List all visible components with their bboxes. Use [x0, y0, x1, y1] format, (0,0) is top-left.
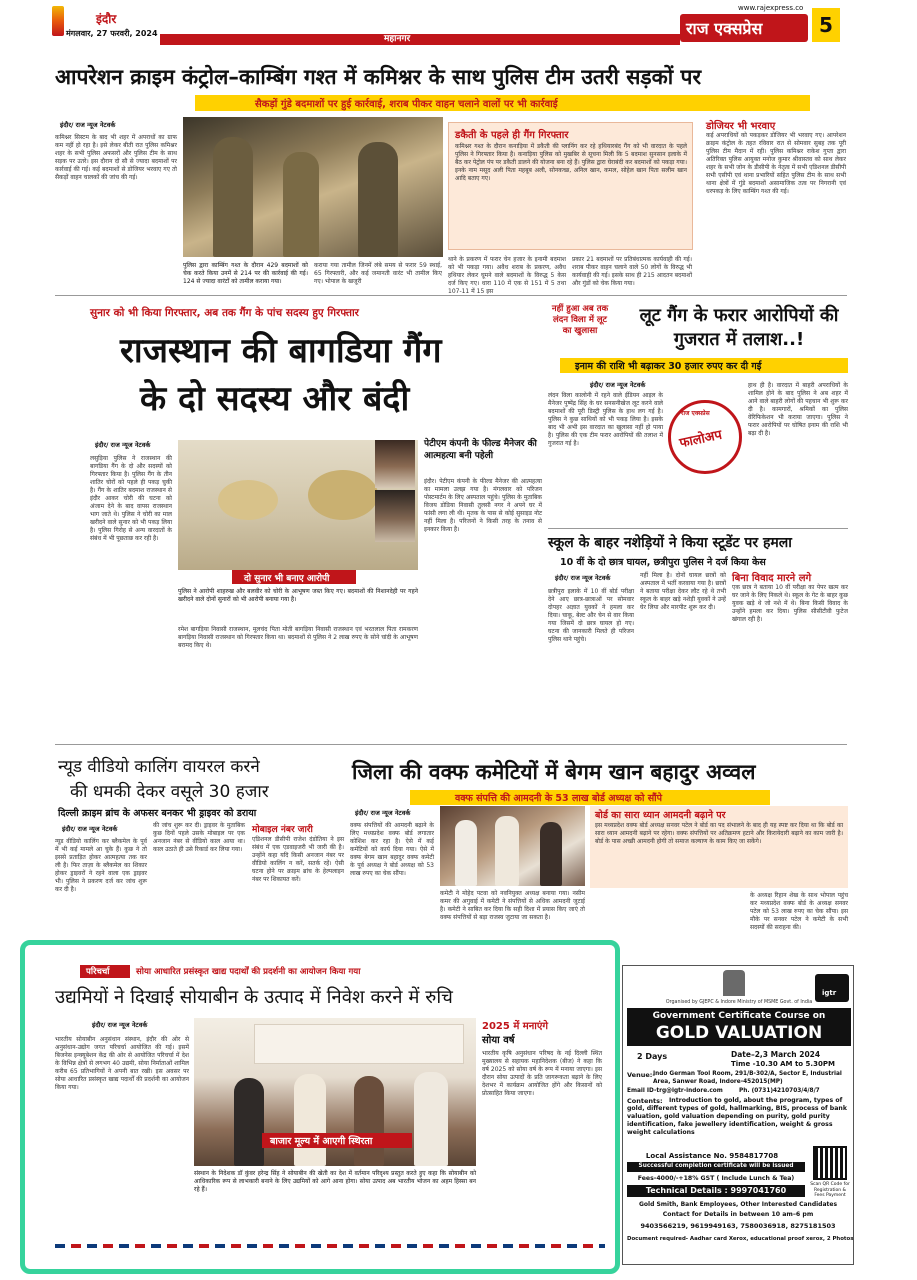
story6-headline: जिला की वक्फ कमेटियों में बेगम खान बहादुर अव्वल: [352, 760, 756, 784]
person-figure: [354, 1076, 384, 1166]
story3-byline: इंदौर/ राज न्यूज नेटवर्क: [590, 381, 646, 389]
masthead-logo-mark: [52, 6, 64, 36]
story4-body: छत्रीपुरा इलाके में 10 वीं बोर्ड परीक्षा देने आए छात्र-छात्राओं पर सोमवार दोपहर अज्ञात युवकों ने हमला कर दिया। चाकू, बेल्ट और चेन से वार किया गया जिसमें दो छात्र घायल हो गए। घटना की जानकारी मिलते ही परिजन पुलिस थाने पहुंचे।: [548, 588, 634, 643]
story6-box-body: इस मध्यप्रदेश वक्फ बोर्ड अध्यक्ष सनवर पटेल ने बोर्ड का पद संभालने के बाद ही यह स्पष्ट कर दिया था कि बोर्ड का सारा ध्यान आमदनी बढ़ाने पर रहेगा। वक्फ संपत्तियों पर अतिक्रमण हटाने और किरायेदारी बढ़ाने का काम जारी है। बोर्ड के पास अच्छी आमदनी होगी तो समाज कल्याण के काम किए जा सकेंगे।: [595, 822, 843, 845]
story1-photo-caption: पुलिस द्वारा काम्बिंग गश्त के दौरान 429 बदमाशों को चेक करते किया उनमें से 214 पर की कार्रवाई की गई। 124 से ज्यादा वारंटों को तामील कराया गया।: [183, 262, 308, 285]
header-date: मंगलवार, 27 फरवरी, 2024: [66, 29, 158, 38]
page-footer-dots: [55, 1244, 605, 1248]
story1-box: [448, 122, 693, 250]
gold-valuation-ad[interactable]: [622, 965, 854, 1265]
divider: [55, 744, 847, 745]
person-figure: [540, 822, 562, 886]
story6-body2: कमेटी ने मोहेद पटवा को नवनियुक्त अध्यक्ष बनाया गया। नसीम कमर की अगुवाई में कमेटी ने संपत्तियों से अधिक आमदनी जुटाई है। कमेटी ने साबित कर दिया कि सही दिशा में प्रयास किए जाएं तो वक्फ संपत्तियों से बड़ा राजस्व जुटाया जा सकता है।: [440, 890, 585, 921]
ad-title-box: [627, 1008, 851, 1046]
story1-headline: आपरेशन क्राइम कंट्रोल–काम्बिंग गश्त में कमिश्नर के साथ पुलिस टीम उतरी सड़कों पर: [55, 65, 702, 89]
story1-col4-body: प्रकार 21 बदमाशों पर प्रतिबंधात्मक कार्यवाही की गई। शराब पीकर वाहन चलाने वाले 50 लोगों के विरुद्ध भी कार्यवाही की गई। इसके साथ ही 215 आदतन बदमाशों और गुंडों को चेक किया गया।: [572, 256, 692, 287]
story1-sidebar-body: कई अपराधियों को पकड़कर डोजियर भी भरवाए गए। आपरेशन क्राइम कंट्रोल के तहत रविवार रात से सोमवार सुबह तक पूरी पुलिस टीम मैदान में रही। पुलिस कमिश्नर राकेश गुप्ता द्वारा अतिरिक्त पुलिस आयुक्त मनोज कुमार श्रीवास्तव को साथ लेकर शहर के सभी जोन के डीसीपी के नेतृत्व में सभी एडिशनल डीसीपी सभी एसीपी एवं थाना प्रभारियों सहित पुलिस टीम के साथ सभी थाना क्षेत्रों में गुंडे बदमाशों असामाजिक तत्व पर निगरानी एवं धरपकड़ के लिए काम्बिंग गश्त की गई।: [706, 132, 846, 195]
followup-stamp-ring: राज एक्सप्रेस: [681, 410, 710, 417]
ad-fees: Fees-4000/-+18% GST ( Include Lunch & Tea): [637, 1175, 795, 1182]
story1-body: कमिश्नर सिस्टम के बाद भी शहर में अपराधों का ग्राफ कम नहीं हो रहा है। इसे लेकर बीती रात पुलिस कमिश्नर शहर के सभी पुलिस अफसरों और पुलिस टीम के साथ सड़क पर उतरे। इस दौरान दो सौ से ज्यादा बदमाशों पर कार्रवाई की गई। कई बदमाशों से डोजियर भरवाए गए तो सैकड़ों वाहन चालकों की जांच की गई।: [55, 134, 177, 181]
story2-lower-body: रमेश बागड़िया निवासी राजस्थान, मूलचंद पिता मोती बागड़िया निवासी राजस्थान एवं भरतलाल पिता रामकरण बागड़िया निवासी राजस्थान को गिरफ्तार किया था। बदमाशों से पुलिस ने 2 लाख रुपए के सोने चांदी के आभूषण बरामद किए थे।: [178, 626, 418, 649]
story1-sidebar-title: डोजियर भी भरवाए: [706, 121, 776, 132]
story2-headline-line1: राजस्थान की बागडिया गैंग: [120, 331, 442, 371]
story2-inset: [424, 438, 542, 668]
story7-kicker: सोया आधारित प्रसंस्कृत खाद्य पदार्थों की प्रदर्शनी का आयोजन किया गया: [136, 967, 361, 977]
story5-subhead: दिल्ली क्राइम ब्रांच के अफसर बनकर भी ड्राइवर को डराया: [58, 808, 257, 819]
story4-sidebar-title: बिना विवाद मारने लगे: [732, 573, 812, 584]
person-figure: [455, 820, 477, 886]
story3-stamp-caption: नहीं हुआ अब तक लंदन विला में लूट का खुलासा: [551, 304, 609, 336]
story2-body: लसुड़िया पुलिस ने राजस्थान की बागडिया गैंग के दो और सदस्यों को गिरफ्तार किया है। पुलिस गैंग के तीन शातिर चोरों को पहले ही पकड़ चुकी है। गैंग के शातिर बदमाश राजस्थान से इंदौर आकर चोरी की घटना को अंजाम देने के बाद वापस राजस्थान भाग जाते थे। पुलिस ने चोरी का माल खरीदने वाले सुनार को भी पकड़ लिया है। पुलिस गिरोह से अन्य वारदातों के संबंध में भी पूछताछ कर रही है।: [90, 455, 172, 542]
story4-subhead: 10 वीं के दो छात्र घायल, छत्रीपुरा पुलिस ने दर्ज किया केस: [560, 557, 766, 568]
brand-logo-text: igtr: [822, 989, 837, 997]
story1-photo: [183, 117, 443, 257]
story4-headline: स्कूल के बाहर नशेड़ियों ने किया स्टूडेंट पर हमला: [548, 535, 792, 551]
story3-body: लंदन विला कालोनी में रहने वाले ईडियन आइल के मैनेजर पुष्पेंद्र सिंह के घर सनसनीखेज लूट करने वाले बदमाशों की पूरी डिस्ट्री पुलिस के हाथ लग गई है। पुलिस ने कुछ साथियों को भी पकड़ लिया है। इसके बाद भी अभी इस वारदात का खुलासा नहीं हो पाया है। पुलिस की एक टीम फरार आरोपियों की तलाश में गुजरात गई है।: [548, 392, 663, 447]
story5-headline-line2: की धमकी देकर वसूले 30 हजार: [70, 782, 269, 802]
story6-col-right: के अध्यक्ष रिहान शेख के साथ भोपाल पहुंच कर मध्यप्रदेश वक्फ बोर्ड के अध्यक्ष सनवर पटेल को 53 लाख रुपए का चेक सौंपा। इस मौके पर सनवर पटेल ने कमेटी के सभी सदस्यों की सराहना की।: [750, 892, 848, 931]
police-figure: [283, 152, 319, 257]
story2-kicker: सुनार को भी किया गिरफ्तार, अब तक गैंग के पांच सदस्य हुए गिरफ्तार: [90, 307, 359, 319]
event-banner: [254, 1024, 464, 1064]
ad-phone[interactable]: Ph. (0731)4210703/4/8/7: [739, 1088, 820, 1094]
ad-qr-caption: Scan QR Code for Registration & Fees Payment: [810, 1182, 850, 1198]
story7-sidebar-body: भारतीय कृषि अनुसंधान परिषद के नई दिल्ली स्थित मुख्यालय से सहायक महानिदेशक (बीज) ने कहा कि वर्ष 2025 को सोया वर्ष के रूप में मनाया जाएगा। इस दौरान सोया उत्पादों के प्रति जागरूकता बढ़ाने के लिए देशभर में कार्यक्रम आयोजित होंगे और किसानों को प्रोत्साहित किया जाएगा।: [482, 1050, 602, 1097]
followup-stamp: [668, 400, 742, 474]
ad-title-line1: Government Certificate Course on: [652, 1011, 826, 1021]
story5-headline-line1: न्यूड वीडियो कालिंग वायरल करने: [58, 757, 260, 777]
story7-kicker-label: परिचर्चा: [86, 967, 110, 977]
ad-venue: Indo German Tool Room, 291/B-302/A, Sector E, Industrial Area, Sanwer Road, Indore-452015(MP): [653, 1071, 842, 1085]
page-number: 5: [819, 13, 833, 37]
ad-contents: Introduction to gold, about the program, types of gold, different types of gold, hallmarking, BIS, process of bank valuation, gold valuation depending on purity, gold purity identification, fake jewellery identification, weight & gross weight calculations: [627, 1097, 847, 1136]
story2-inset-photo-2: [375, 490, 415, 542]
story1-col3-body: थाने के प्रकरण में फरार चेन हजार के इनामी बदमाश को भी पकड़ा गया। अवैध शराब के प्रकरण, अवैध हथियार लेकर घूमने वाले बदमाशों के विरुद्ध 5 केस दर्ज किए गए। धारा 110 में एक से 151 में 5 तथा 107-11 में 15 इस: [448, 256, 566, 295]
story5-body: न्यूड वीडियो कालिंग कर ब्लैकमेल के पूर्व में भी कई मामले आ चुके हैं। कुछ ने तो इससे प्रताड़ित होकर आत्महत्या तक कर ली है। फिर ताज़ा के ब्लैकमेल का शिकार होकर ड्राइवरों ने रहने वाला एक ड्राइवर भी। पुलिस ने प्रकरण दर्ज कर जांच शुरू कर दी है।: [55, 838, 147, 893]
story1-byline: इंदौर/ राज न्यूज नेटवर्क: [60, 121, 116, 129]
ad-tech-line[interactable]: Technical Details : 9997041760: [645, 1186, 787, 1195]
story2-headline-line2: के दो सदस्य और बंदी: [140, 379, 410, 419]
ad-org-line: Organised by GJEPC & Indore Ministry of MSME Govt. of India: [665, 1000, 813, 1005]
story6-box-title: बोर्ड का सारा ध्यान आमदनी बढ़ाने पर: [595, 810, 726, 821]
story7-sidebar: [482, 1018, 602, 1238]
police-figure: [358, 142, 398, 257]
ad-docs: Document required- Aadhar card Xerox, educational proof xerox, 2 Photos: [627, 1236, 854, 1242]
story3-body2: हाथ ही है। वारदात में बाहरी अपराधियों के शामिल होने के बाद पुलिस ने अब शहर में आने वाले बाहरी लोगों की पहचान भी शुरू कर दी है। कामगारों, श्रमिकों का पुलिस वेरिफिकेशन भी कराया जाएगा। पुलिस ने फरार आरोपियों पर घोषित इनाम की राशि भी बढ़ा दी है।: [748, 382, 848, 437]
story7-byline: इंदौर/ राज न्यूज नेटवर्क: [92, 1021, 148, 1029]
ad-assistance[interactable]: Local Assistance No. 9584817708: [645, 1152, 779, 1160]
header-paper-name: राज एक्सप्रेस: [686, 19, 763, 38]
divider: [548, 528, 848, 529]
person-figure: [294, 1074, 326, 1166]
story5-inset-title: मोबाइल नंबर जारी: [252, 825, 313, 835]
story5-inset-body: एडिशनल डीसीपी राजेश दंडोतिया ने इस संबंध में एक एडवाइजरी भी जारी की है। उन्होंने कहा यदि किसी अनजान नंबर पर वीडियो कालिंग न करें, सतर्क रहें। ऐसी घटना होने पर क्राइम ब्रांच के हेल्पलाइन नंबर पर शिकायत करें।: [252, 836, 344, 883]
story4-sidebar-body: एक छात्र ने बताया 10 वीं परीक्षा का पेपर खत्म कर घर जाने के लिए निकले थे। स्कूल के गेट के बाहर कुछ युवक खड़े थे जो नशे में थे। बिना किसी विवाद के उन्होंने हमला कर दिया। पुलिस सीसीटीवी फुटेज खंगाल रही है।: [732, 584, 848, 623]
emblem-icon: [723, 970, 745, 996]
story6-byline: इंदौर/ राज न्यूज नेटवर्क: [355, 809, 411, 817]
divider: [55, 295, 847, 296]
story7-photo-label: बाजार मूल्य में आएगी स्थिरता: [270, 1136, 373, 1147]
story1-box-title: डकैती के पहले ही गैंग गिरफ्तार: [455, 130, 569, 141]
story1-subhead: सैकड़ों गुंडे बदमाशों पर हुई कार्रवाई, शराब पीकर वाहन चलाने वालों पर भी कार्रवाई: [255, 99, 558, 110]
story4-sidebar: [732, 570, 848, 740]
police-figure: [213, 137, 253, 257]
story3-subhead: इनाम की राशि भी बढ़ाकर 30 हजार रुपए कर दी गई: [575, 361, 762, 372]
story6-body: वक्फ संपत्तियों की आमदनी बढ़ाने के लिए मध्यप्रदेश वक्फ बोर्ड लगातार कोशिश कर रहा है। ऐसे में कई कमेटियों को कार्य दिया गया। ऐसे में वक्फ बेगम खान बहादुर वक्फ कमेटी के पूर्व अध्यक्ष ने बोर्ड अध्यक्ष को 53 लाख रुपए का चेक सौंपा।: [350, 822, 434, 877]
story2-photo-label: दो सुनार भी बनाए आरोपी: [244, 574, 330, 584]
header-website[interactable]: www.rajexpress.co: [738, 4, 804, 12]
ad-target: Gold Smith, Bank Employees, Other Interested Candidates: [638, 1201, 838, 1208]
followup-stamp-text: फालोअप: [678, 427, 724, 452]
story7-headline: उद्यमियों ने दिखाई सोयाबीन के उत्पाद में निवेश करने में रुचि: [55, 987, 453, 1008]
story7-sidebar-title-line2: सोया वर्ष: [482, 1035, 515, 1046]
header-city: इंदौर: [96, 12, 117, 26]
story2-inset-title: पेटीएम कंपनी के फील्ड मैनेजर की आत्महत्या बनी पहेली: [424, 439, 537, 461]
story2-inset-photo-1: [375, 440, 415, 488]
ad-title-line2: GOLD VALUATION: [655, 1023, 823, 1043]
ad-tech-bar: [627, 1185, 805, 1197]
story2-byline: इंदौर/ राज न्यूज नेटवर्क: [95, 441, 151, 449]
story4-byline: इंदौर/ राज न्यूज नेटवर्क: [555, 574, 611, 582]
story3-headline: लूट गैंग के फरार आरोपियों की गुजरात में तलाश..!: [639, 305, 839, 350]
story4-body2: नहीं मिला है। दोनों घायल छात्रों को अस्पताल में भर्ती करवाया गया है। छात्रों ने बताया परीक्षा देकर लौट रहे थे तभी स्कूल के बाहर खड़े नशेड़ी युवकों ने उन्हें घेर लिया और मारपीट शुरू कर दी।: [640, 572, 726, 611]
jewellery-item: [308, 470, 378, 520]
story6-box: [590, 806, 848, 888]
ad-days: 2 Days: [637, 1052, 668, 1061]
ad-time: Time -10.30 AM to 5.30PM: [731, 1060, 835, 1068]
story7-body: भारतीय सोयाबीन अनुसंधान संस्थान, इंदौर की ओर से अनुसंधान-उद्योग जगत परिचर्चा आयोजित की गई। इसमें बिजनेस इन्क्यूबेशन केंद्र की ओर से आयोजित परिचर्चा में देश के विभिन्न क्षेत्रों से लगभग 40 उद्यमी, सोया निर्माताओं शामिल करीब 65 प्रतिभागियों ने अपनी बात रखी। इस अवसर पर सोया आधारित प्रसंस्कृत खाद्य पदार्थों की प्रदर्शनी का आयोजन किया गया।: [55, 1036, 189, 1091]
ad-contact-line: Contact for Details in between 10 am–6 pm: [662, 1211, 814, 1218]
person-figure: [234, 1078, 264, 1166]
story6-photo: [440, 806, 585, 886]
ad-phones[interactable]: 9403566219, 9619949163, 7580036918, 8275181503: [640, 1222, 836, 1230]
header-section: महानगर: [384, 34, 411, 44]
jewellery-item: [218, 480, 278, 520]
header-section-bar: [160, 34, 680, 45]
ad-email[interactable]: Email ID-trg@igtr-indore.com: [627, 1088, 723, 1094]
story5-body2: की जांच शुरू कर दी। ड्राइवर के मुताबिक कुछ दिनों पहले उसके मोबाइल पर एक अनजान नंबर से वीडियो काल आया था। काल उठाते ही उसे रिकार्ड कर लिया गया।: [153, 822, 245, 853]
ad-cert-bar: [627, 1162, 805, 1172]
header-paper-name-box: [680, 14, 808, 42]
story6-subhead: वक्फ संपत्ति की आमदनी के 53 लाख बोर्ड अध्यक्ष को सौंपे: [455, 793, 663, 804]
story2-inset-body: इंदौर। पेटीएम कंपनी के फील्ड मैनेजर की आत्महत्या का मामला उलझ गया है। मंगलवार को परिजन पोस्टमार्टम के लिए अस्पताल पहुंचे। पुलिस के मुताबिक विजय डोडिया निवासी तुलसी नगर ने अपने घर में फांसी लगा ली थी। मृतक के पास से कोई सुसाइड नोट नहीं मिला है। परिजनों ने किसी तरह के तनाव से इनकार किया है।: [424, 478, 542, 533]
page-number-box: [812, 8, 840, 42]
ad-qr-code[interactable]: [813, 1146, 847, 1180]
story7-photo-caption: संस्थान के निदेशक डॉ कुंवर हरेन्द्र सिंह ने सोयाबीन की खेती का देश में वर्तमान परिदृश्य प्रस्तुत करते हुए कहा कि सोयाबीन को आधिकारिक रूप से लाभकारी बनाने के लिए उद्यमियों को आगे आना होगा। सोया उत्पाद अब भारतीय भोजन का अहम हिस्सा बन रहे हैं।: [194, 1170, 476, 1193]
ad-venue-label: Venue:-: [627, 1071, 656, 1079]
ad-cert-line: Successful completion certificate will be issued: [638, 1163, 794, 1169]
ad-contents-label: Contents:: [627, 1097, 663, 1105]
story2-photo-caption: पुलिस ने आरोपी शाहरुख और बलवीर को चोरी के आभूषण जब्त किए गए। बदमाशों की निशानदेही पर गहने खरीदने वाले दोनों सुनारों को भी आरोपी बनाया गया है।: [178, 588, 418, 603]
story1-sidebar: [698, 118, 848, 288]
person-figure: [495, 816, 519, 886]
ad-dates: Date–2,3 March 2024: [731, 1050, 821, 1059]
story7-sidebar-title-line1: 2025 में मनाएंगे: [482, 1021, 549, 1032]
brand-logo: [815, 974, 849, 1002]
story5-byline: इंदौर/ राज न्यूज नेटवर्क: [62, 825, 118, 833]
story1-col2-body: कराया गया तामील जिनमें लंबे समय से फरार 59 स्थाई, 65 गिरफ्तारी, और कई जमानती वारंट भी तामील किए गए। भोपाल के खजूरी: [314, 262, 442, 285]
story1-box-body: कमिश्नर गश्त के दौरान कनाड़िया में डकैती की प्लानिंग कर रहे हथियारबंद गैंग को भी वारदात के पहले पुलिस ने गिरफ्तार किया है। कनाड़िया पुलिस को मुखबिर से सूचना मिली कि 5 बदमाश सुनसान इलाके में बैठ कर पेट्रोल पंप पर डकैती डालने की योजना बना रहे हैं। पुलिस द्वारा घेराबंदी कर बदमाशों को पकड़ा गया। इनके नाम मसूद अली पिता महबूब अली, सोनकच्छ, अनिल खान, कमल, सोहेल खान पिता सलीम खान आदि बताए गए।: [455, 143, 687, 182]
person-figure: [414, 1072, 448, 1166]
masthead: [0, 0, 917, 46]
